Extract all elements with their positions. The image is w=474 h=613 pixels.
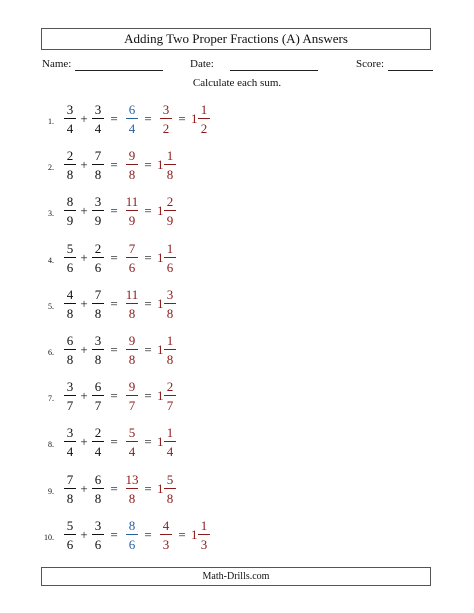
mixed-number-fraction-bar — [164, 303, 176, 304]
mixed-number-fraction-denominator: 4 — [166, 444, 174, 460]
mixed-number-whole: 1 — [157, 434, 164, 450]
equals-sign: = — [110, 480, 118, 496]
problem-number: 1. — [48, 117, 54, 126]
equals-sign: = — [110, 111, 118, 126]
addend-b-bar — [92, 534, 104, 535]
equals-sign: = — [144, 434, 152, 450]
addend-b-numerator: 3 — [94, 517, 102, 533]
addend-a-denominator: 4 — [66, 121, 74, 136]
mixed-number-fraction-numerator: 2 — [166, 194, 174, 210]
addend-a-denominator: 4 — [66, 444, 74, 460]
instructions: Calculate each sum. — [192, 77, 282, 89]
addend-b-bar — [92, 303, 104, 304]
mixed-number-fraction-bar — [164, 210, 176, 211]
addend-a-numerator: 4 — [66, 286, 74, 302]
simplified-sum — [158, 102, 174, 136]
addend-b-bar — [92, 441, 104, 442]
addend-b-numerator: 3 — [94, 194, 102, 210]
addend-b-denominator: 6 — [94, 536, 102, 552]
addend-b-denominator: 8 — [94, 352, 102, 367]
equals-sign: = — [144, 526, 152, 542]
addend-a-bar — [64, 534, 76, 535]
mixed-number-fraction-bar — [198, 534, 210, 535]
problem-row — [0, 148, 474, 188]
addend-a — [62, 379, 78, 413]
mixed-number-fraction-bar — [164, 395, 176, 396]
addend-b-bar — [92, 164, 104, 165]
addend-a — [62, 148, 78, 182]
addend-a-denominator: 6 — [66, 259, 74, 275]
improper-sum-numerator: 9 — [128, 379, 136, 395]
mixed-number-fraction-numerator: 1 — [166, 148, 174, 164]
improper-sum-bar — [126, 349, 138, 350]
improper-sum-bar — [126, 395, 138, 396]
addend-a-bar — [64, 118, 76, 119]
addend-b-denominator: 8 — [94, 490, 102, 506]
footer-credit: Math-Drills.com — [41, 567, 431, 586]
mixed-number-fraction — [162, 425, 178, 459]
addend-b-bar — [92, 395, 104, 396]
mixed-number-fraction-numerator: 1 — [166, 333, 174, 348]
addend-a — [62, 472, 78, 506]
mixed-number-fraction — [162, 333, 178, 367]
equals-sign: = — [144, 480, 152, 496]
mixed-number-fraction — [162, 379, 178, 413]
problem-row — [0, 472, 474, 512]
plus-sign: + — [80, 434, 88, 450]
addend-a-numerator: 3 — [66, 379, 74, 395]
score-field-line[interactable] — [388, 70, 433, 71]
score-label: Score: — [356, 58, 385, 70]
addend-a-denominator: 8 — [66, 305, 74, 321]
addend-b — [90, 518, 106, 552]
addend-b — [90, 102, 106, 136]
mixed-number-fraction-bar — [164, 349, 176, 350]
unsimplified-sum-numerator: 8 — [128, 517, 136, 533]
improper-sum — [124, 333, 140, 367]
addend-b-denominator: 9 — [94, 213, 102, 229]
mixed-number-whole: 1 — [157, 249, 164, 265]
problem-number: 3. — [48, 209, 54, 219]
mixed-number-fraction — [162, 241, 178, 275]
equals-sign: = — [178, 111, 186, 126]
addend-b-numerator: 3 — [94, 333, 102, 348]
mixed-number-fraction-bar — [198, 118, 210, 119]
date-field-line[interactable] — [230, 70, 318, 71]
simplified-sum-bar — [160, 118, 172, 119]
unsimplified-sum-bar — [126, 534, 138, 535]
mixed-number-whole: 1 — [157, 480, 164, 496]
addend-b-numerator: 3 — [94, 102, 102, 117]
addend-a-numerator: 8 — [66, 194, 74, 210]
simplified-sum — [158, 518, 174, 552]
problem-row — [0, 194, 474, 234]
mixed-number-whole: 1 — [157, 342, 164, 357]
problem-number: 4. — [48, 255, 54, 265]
addend-a — [62, 333, 78, 367]
problem-number: 6. — [48, 348, 54, 357]
mixed-number-fraction-denominator: 8 — [166, 167, 174, 183]
addend-b — [90, 333, 106, 367]
addend-b-numerator: 7 — [94, 286, 102, 302]
name-label: Name: — [42, 58, 72, 70]
plus-sign: + — [80, 480, 88, 496]
addend-a-numerator: 5 — [66, 517, 74, 533]
problem-number: 7. — [48, 394, 54, 404]
improper-sum-numerator: 9 — [128, 333, 136, 348]
problem-row — [0, 518, 474, 558]
unsimplified-sum-denominator: 4 — [128, 121, 136, 136]
mixed-number-fraction-denominator: 7 — [166, 398, 174, 414]
mixed-number-fraction-numerator: 1 — [166, 240, 174, 256]
simplified-sum-numerator: 4 — [162, 517, 170, 533]
addend-b-denominator: 4 — [94, 121, 102, 136]
addend-a-numerator: 7 — [66, 471, 74, 487]
improper-sum — [124, 194, 140, 228]
equals-sign: = — [144, 295, 152, 311]
addend-a-numerator: 6 — [66, 333, 74, 348]
unsimplified-sum — [124, 102, 140, 136]
problem-row — [0, 287, 474, 327]
addend-a-bar — [64, 164, 76, 165]
addend-b-denominator: 8 — [94, 167, 102, 183]
addend-b — [90, 287, 106, 321]
addend-a-bar — [64, 441, 76, 442]
addend-a-bar — [64, 395, 76, 396]
problem-number: 10. — [44, 532, 54, 542]
mixed-number-fraction-denominator: 9 — [166, 213, 174, 229]
improper-sum-bar — [126, 210, 138, 211]
problem-row — [0, 379, 474, 419]
equals-sign: = — [110, 434, 118, 450]
unsimplified-sum — [124, 518, 140, 552]
improper-sum-bar — [126, 257, 138, 258]
problem-number: 9. — [48, 486, 54, 496]
mixed-number-fraction-numerator: 1 — [200, 517, 208, 533]
addend-a-numerator: 3 — [66, 102, 74, 117]
plus-sign: + — [80, 157, 88, 173]
improper-sum-numerator: 13 — [125, 471, 139, 487]
plus-sign: + — [80, 295, 88, 311]
mixed-number-fraction-denominator: 3 — [200, 536, 208, 552]
problem-number: 5. — [48, 301, 54, 311]
simplified-sum-denominator: 3 — [162, 536, 170, 552]
problem-row — [0, 102, 474, 142]
mixed-number-fraction — [162, 287, 178, 321]
mixed-number-fraction — [196, 518, 212, 552]
addend-b-numerator: 6 — [94, 471, 102, 487]
addend-b-bar — [92, 118, 104, 119]
improper-sum-numerator: 5 — [128, 425, 136, 441]
equals-sign: = — [110, 203, 118, 219]
equals-sign: = — [110, 342, 118, 357]
equals-sign: = — [144, 203, 152, 219]
improper-sum-numerator: 9 — [128, 148, 136, 164]
addend-b-denominator: 7 — [94, 398, 102, 414]
mixed-number-fraction-numerator: 1 — [200, 102, 208, 117]
improper-sum-denominator: 8 — [128, 167, 136, 183]
mixed-number-fraction — [162, 472, 178, 506]
addend-b-bar — [92, 210, 104, 211]
addend-a-denominator: 8 — [66, 167, 74, 183]
improper-sum-bar — [126, 488, 138, 489]
mixed-number-fraction — [196, 102, 212, 136]
addend-b-numerator: 2 — [94, 425, 102, 441]
improper-sum — [124, 472, 140, 506]
addend-b-bar — [92, 257, 104, 258]
addend-a-bar — [64, 257, 76, 258]
simplified-sum-bar — [160, 534, 172, 535]
addend-a-bar — [64, 210, 76, 211]
addend-a-bar — [64, 349, 76, 350]
improper-sum-numerator: 11 — [125, 194, 139, 210]
mixed-number-fraction-bar — [164, 488, 176, 489]
addend-b-numerator: 2 — [94, 240, 102, 256]
equals-sign: = — [110, 295, 118, 311]
equals-sign: = — [110, 157, 118, 173]
addend-b-bar — [92, 488, 104, 489]
addend-a-denominator: 6 — [66, 536, 74, 552]
unsimplified-sum-denominator: 6 — [128, 536, 136, 552]
equals-sign: = — [144, 342, 152, 357]
plus-sign: + — [80, 111, 88, 126]
mixed-number-fraction — [162, 194, 178, 228]
plus-sign: + — [80, 526, 88, 542]
addend-b-numerator: 7 — [94, 148, 102, 164]
unsimplified-sum-numerator: 6 — [128, 102, 136, 117]
mixed-number-fraction-denominator: 2 — [200, 121, 208, 136]
equals-sign: = — [144, 111, 152, 126]
worksheet-title: Adding Two Proper Fractions (A) Answers — [41, 28, 431, 50]
mixed-number-whole: 1 — [157, 203, 164, 219]
improper-sum — [124, 425, 140, 459]
unsimplified-sum-bar — [126, 118, 138, 119]
mixed-number-fraction-denominator: 8 — [166, 352, 174, 367]
mixed-number-fraction-denominator: 8 — [166, 490, 174, 506]
addend-a — [62, 425, 78, 459]
addend-a-denominator: 8 — [66, 352, 74, 367]
plus-sign: + — [80, 388, 88, 404]
addend-b — [90, 241, 106, 275]
equals-sign: = — [110, 388, 118, 404]
addend-b-denominator: 8 — [94, 305, 102, 321]
improper-sum — [124, 379, 140, 413]
improper-sum — [124, 241, 140, 275]
mixed-number-whole: 1 — [157, 157, 164, 173]
improper-sum-denominator: 7 — [128, 398, 136, 414]
addend-b — [90, 472, 106, 506]
addend-a — [62, 518, 78, 552]
header-row — [0, 58, 474, 74]
improper-sum-numerator: 11 — [125, 286, 139, 302]
equals-sign: = — [144, 388, 152, 404]
addend-a-numerator: 5 — [66, 240, 74, 256]
problem-number: 2. — [48, 163, 54, 173]
addend-a — [62, 194, 78, 228]
addend-b-numerator: 6 — [94, 379, 102, 395]
improper-sum — [124, 148, 140, 182]
mixed-number-fraction-numerator: 1 — [166, 425, 174, 441]
name-field-line[interactable] — [75, 70, 163, 71]
addend-b-denominator: 4 — [94, 444, 102, 460]
addend-a — [62, 287, 78, 321]
mixed-number-fraction-numerator: 2 — [166, 379, 174, 395]
mixed-number-whole: 1 — [191, 526, 198, 542]
mixed-number-fraction-numerator: 5 — [166, 471, 174, 487]
addend-a — [62, 102, 78, 136]
improper-sum-denominator: 8 — [128, 305, 136, 321]
equals-sign: = — [144, 249, 152, 265]
improper-sum — [124, 287, 140, 321]
equals-sign: = — [110, 526, 118, 542]
equals-sign: = — [144, 157, 152, 173]
plus-sign: + — [80, 203, 88, 219]
equals-sign: = — [178, 526, 186, 542]
mixed-number-fraction — [162, 148, 178, 182]
addend-a-numerator: 2 — [66, 148, 74, 164]
addend-a-denominator: 9 — [66, 213, 74, 229]
problem-number: 8. — [48, 440, 54, 450]
improper-sum-denominator: 4 — [128, 444, 136, 460]
addend-b — [90, 379, 106, 413]
addend-b — [90, 425, 106, 459]
mixed-number-fraction-bar — [164, 164, 176, 165]
improper-sum-numerator: 7 — [128, 240, 136, 256]
addend-b-bar — [92, 349, 104, 350]
mixed-number-fraction-bar — [164, 441, 176, 442]
improper-sum-denominator: 8 — [128, 352, 136, 367]
date-label: Date: — [190, 58, 214, 70]
addend-a-denominator: 7 — [66, 398, 74, 414]
addend-a-numerator: 3 — [66, 425, 74, 441]
addend-b — [90, 148, 106, 182]
mixed-number-fraction-denominator: 6 — [166, 259, 174, 275]
mixed-number-fraction-numerator: 3 — [166, 286, 174, 302]
addend-b — [90, 194, 106, 228]
addend-a-bar — [64, 303, 76, 304]
mixed-number-fraction-denominator: 8 — [166, 305, 174, 321]
simplified-sum-numerator: 3 — [162, 102, 170, 117]
improper-sum-denominator: 9 — [128, 213, 136, 229]
improper-sum-bar — [126, 303, 138, 304]
mixed-number-whole: 1 — [157, 388, 164, 404]
addend-a-bar — [64, 488, 76, 489]
plus-sign: + — [80, 249, 88, 265]
improper-sum-bar — [126, 441, 138, 442]
simplified-sum-denominator: 2 — [162, 121, 170, 136]
improper-sum-denominator: 8 — [128, 490, 136, 506]
mixed-number-whole: 1 — [157, 295, 164, 311]
addend-a — [62, 241, 78, 275]
plus-sign: + — [80, 342, 88, 357]
improper-sum-denominator: 6 — [128, 259, 136, 275]
problem-row — [0, 425, 474, 465]
addend-b-denominator: 6 — [94, 259, 102, 275]
mixed-number-fraction-bar — [164, 257, 176, 258]
addend-a-denominator: 8 — [66, 490, 74, 506]
problem-row — [0, 333, 474, 373]
problem-row — [0, 241, 474, 281]
equals-sign: = — [110, 249, 118, 265]
mixed-number-whole: 1 — [191, 111, 198, 126]
improper-sum-bar — [126, 164, 138, 165]
